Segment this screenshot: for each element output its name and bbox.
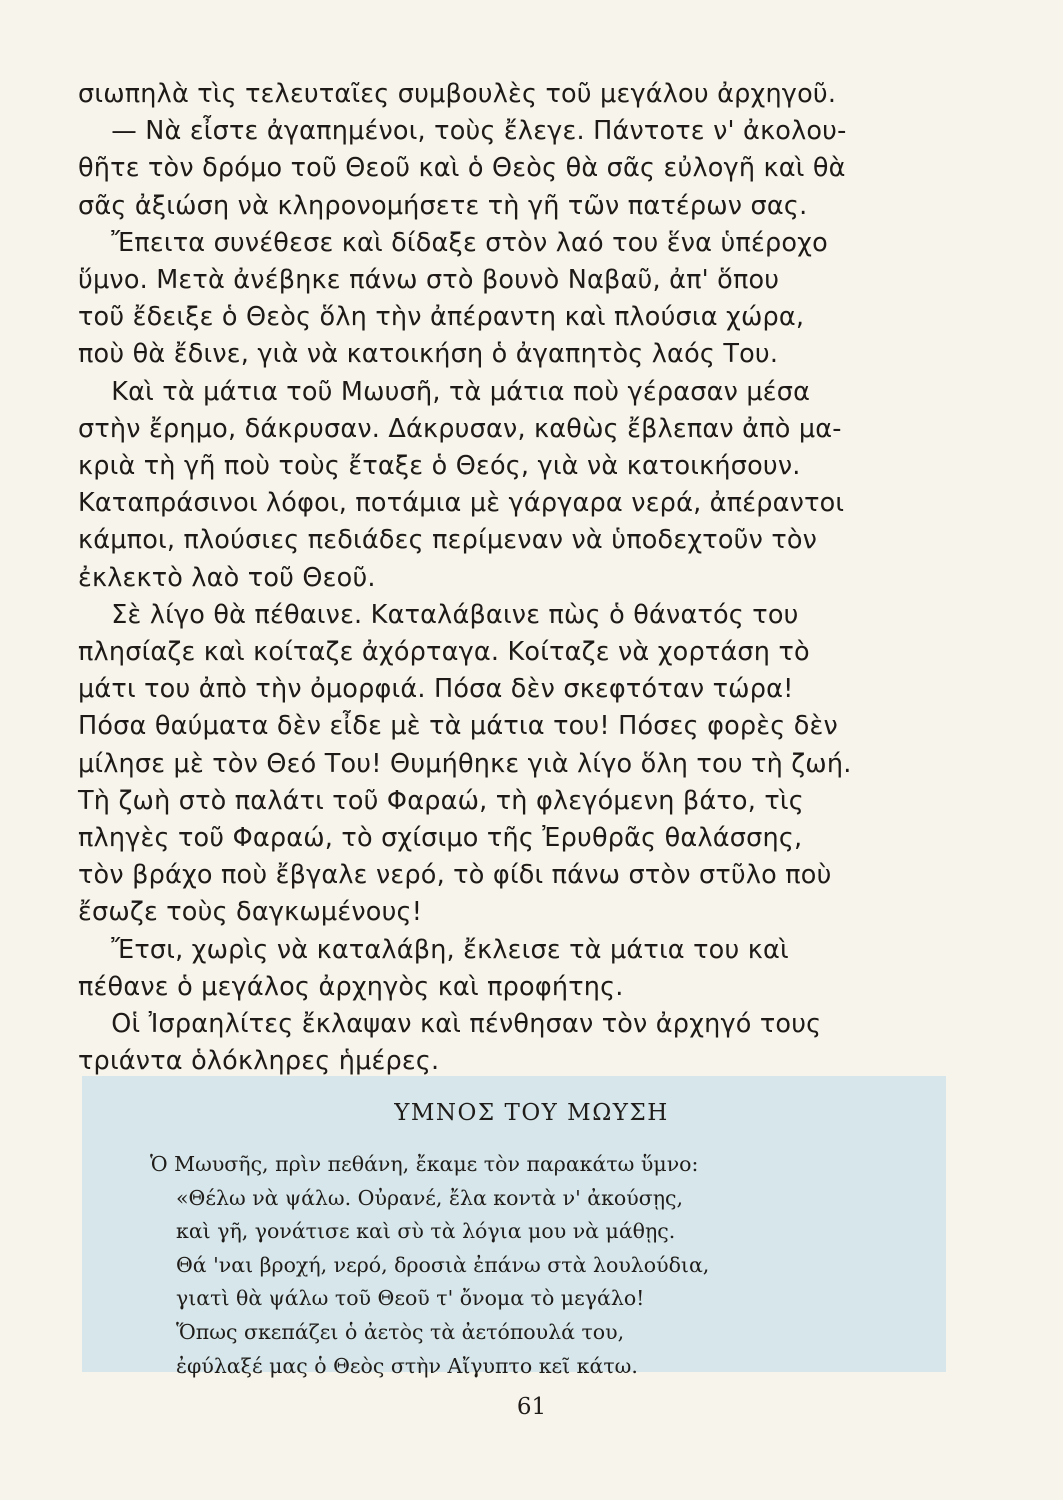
text-line: τὸν βράχο ποὺ ἔβγαλε νερό, τὸ φίδι πάνω στὸν στῦλο ποὺ	[78, 860, 832, 891]
text-line: ποὺ θὰ ἔδινε, γιὰ νὰ κατοικήση ὁ ἀγαπητὸς λαός Του.	[78, 339, 779, 370]
page-number: 61	[516, 1394, 547, 1420]
text-line: ἐκλεκτὸ λαὸ τοῦ Θεοῦ.	[78, 562, 376, 593]
text-line: μίλησε μὲ τὸν Θεό Του! Θυμήθηκε γιὰ λίγο ὅλη του τὴ ζωή.	[78, 748, 852, 779]
hymn-line: «Θέλω νὰ ψάλω. Οὐρανέ, ἔλα κοντὰ ν' ἀκούσῃς,	[176, 1185, 683, 1210]
narrative-text	[78, 76, 938, 1080]
text-line: Σὲ λίγο θὰ πέθαινε. Καταλάβαινε πὼς ὁ θάνατός του	[78, 599, 799, 630]
text-line: κριὰ τὴ γῆ ποὺ τοὺς ἔταξε ὁ Θεός, γιὰ νὰ κατοικήσουν.	[78, 451, 801, 482]
text-line: σᾶς ἀξιώση νὰ κληρονομήσετε τὴ γῆ τῶν πατέρων σας.	[78, 190, 808, 221]
hymn-line: καὶ γῆ, γονάτισε καὶ σὺ τὰ λόγια μου νὰ μάθῃς.	[176, 1219, 676, 1244]
text-line: κάμποι, πλούσιες πεδιάδες περίμεναν νὰ ὑποδεχτοῦν τὸν	[78, 525, 818, 556]
hymn-text	[150, 1148, 709, 1383]
text-line: Τὴ ζωὴ στὸ παλάτι τοῦ Φαραώ, τὴ φλεγόμενη βάτο, τὶς	[78, 785, 804, 816]
text-line: Ἔτσι, χωρὶς νὰ καταλάβη, ἔκλεισε τὰ μάτια του καὶ	[78, 934, 789, 965]
text-line: πλησίαζε καὶ κοίταζε ἀχόρταγα. Κοίταζε νὰ χορτάση τὸ	[78, 637, 810, 668]
hymn-line: ἐφύλαξέ μας ὁ Θεὸς στὴν Αἴγυπτο κεῖ κάτω.	[176, 1353, 638, 1378]
text-line: Πόσα θαύματα δὲν εἶδε μὲ τὰ μάτια του! Πόσες φορὲς δὲν	[78, 711, 838, 742]
text-line: ὕμνο. Μετὰ ἀνέβηκε πάνω στὸ βουνὸ Ναβαῦ, ἀπ' ὅπου	[78, 265, 780, 296]
hymn-line: Θά 'ναι βροχή, νερό, δροσιὰ ἐπάνω στὰ λουλούδια,	[176, 1252, 710, 1277]
text-line: Οἱ Ἰσραηλίτες ἔκλαψαν καὶ πένθησαν τὸν ἀρχηγό τους	[78, 1009, 822, 1040]
text-line: Ἔπειτα συνέθεσε καὶ δίδαξε στὸν λαό του ἕνα ὑπέροχο	[78, 227, 828, 258]
hymn-title: ΥΜΝΟΣ ΤΟΥ ΜΩΥΣΗ	[394, 1100, 669, 1126]
text-line: ἔσωζε τοὺς δαγκωμένους!	[78, 897, 423, 928]
text-line: τοῦ ἔδειξε ὁ Θεὸς ὅλη τὴν ἀπέραντη καὶ πλούσια χώρα,	[78, 302, 805, 333]
hymn-line: Ὁ Μωυσῆς, πρὶν πεθάνη, ἔκαμε τὸν παρακάτω ὕμνο:	[150, 1152, 699, 1176]
hymn-line: γιατὶ θὰ ψάλω τοῦ Θεοῦ τ' ὄνομα τὸ μεγάλο!	[176, 1286, 645, 1311]
text-line: σιωπηλὰ τὶς τελευταῖες συμβουλὲς τοῦ μεγάλου ἀρχηγοῦ.	[78, 79, 837, 109]
text-line: μάτι του ἀπὸ τὴν ὀμορφιά. Πόσα δὲν σκεφτόταν τώρα!	[78, 674, 794, 705]
text-line: Καταπράσινοι λόφοι, ποτάμια μὲ γάργαρα νερά, ἀπέραντοι	[78, 488, 845, 519]
text-line: Καὶ τὰ μάτια τοῦ Μωυσῆ, τὰ μάτια ποὺ γέρασαν μέσα	[78, 376, 811, 407]
hymn-line: Ὅπως σκεπάζει ὁ ἀετὸς τὰ ἀετόπουλά του,	[176, 1319, 625, 1344]
text-line: πέθανε ὁ μεγάλος ἀρχηγὸς καὶ προφήτης.	[78, 971, 624, 1002]
text-line: στὴν ἔρημο, δάκρυσαν. Δάκρυσαν, καθὼς ἔβλεπαν ἀπὸ μα-	[78, 413, 842, 444]
text-line: — Νὰ εἶστε ἀγαπημένοι, τοὺς ἔλεγε. Πάντοτε ν' ἀκολου-	[78, 116, 847, 147]
text-line: πληγὲς τοῦ Φαραώ, τὸ σχίσιμο τῆς Ἐρυθρᾶς θαλάσσης,	[78, 823, 803, 854]
text-line: τριάντα ὁλόκληρες ἡμέρες.	[78, 1046, 440, 1077]
text-line: θῆτε τὸν δρόμο τοῦ Θεοῦ καὶ ὁ Θεὸς θὰ σᾶς εὐλογῆ καὶ θὰ	[78, 153, 846, 184]
